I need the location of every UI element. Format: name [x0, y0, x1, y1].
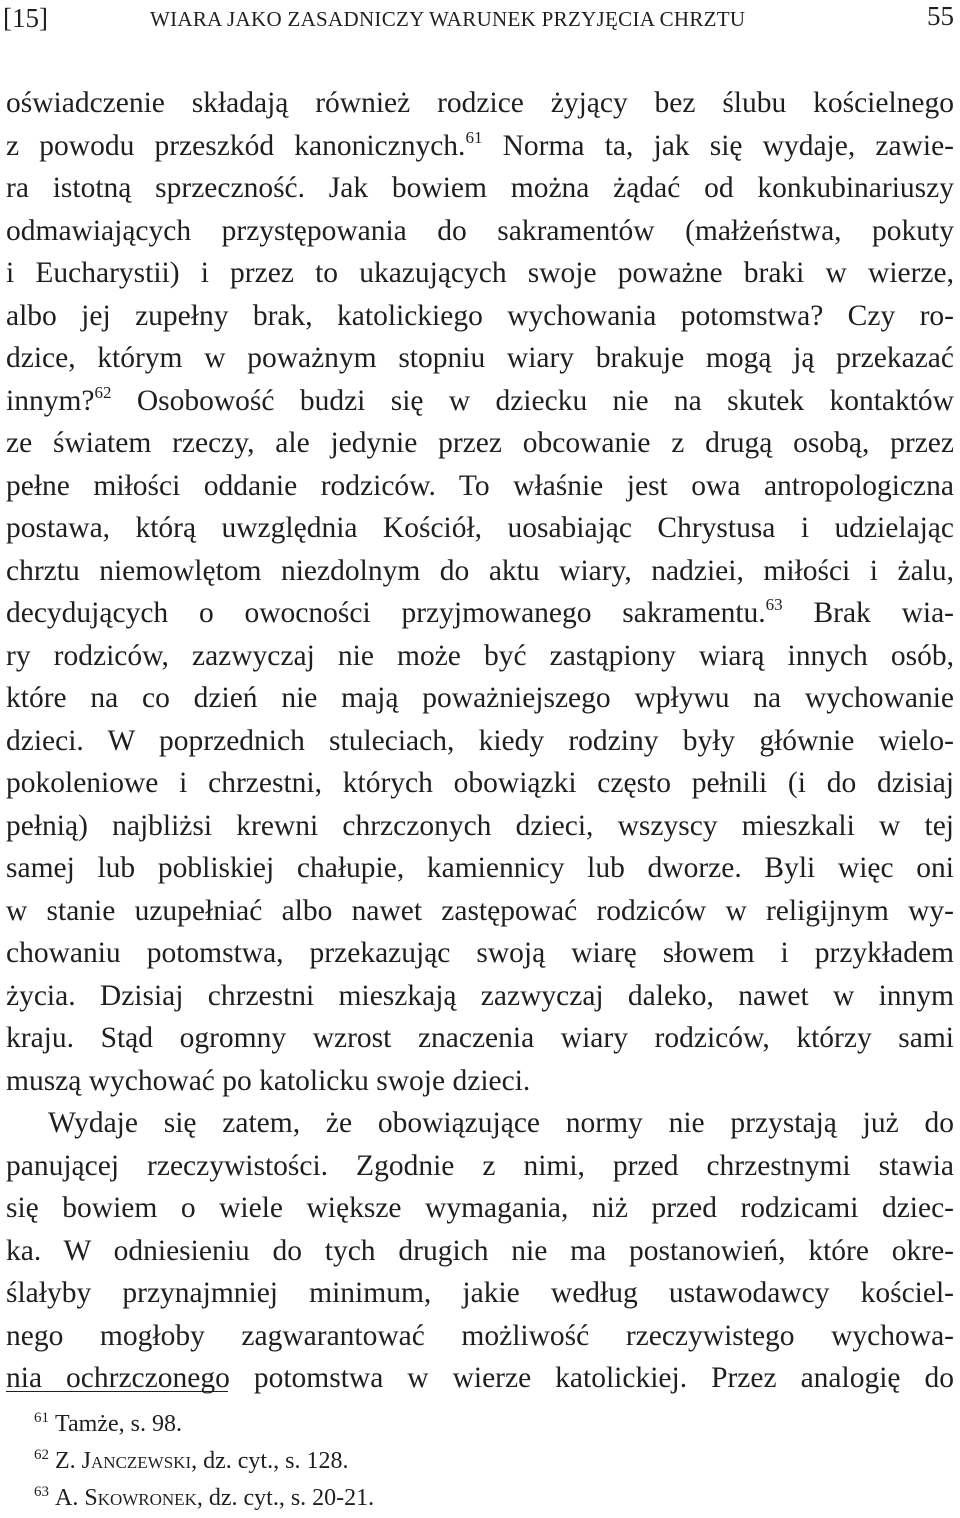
text-run: Brak wia-	[782, 597, 955, 629]
text-line	[6, 847, 954, 890]
text-line	[6, 975, 954, 1018]
text-run: chowaniu potomstwa, przekazując swoją wiarę słowem i przykładem	[6, 937, 954, 969]
footnote-reference[interactable]: 63	[765, 595, 783, 614]
text-run: ry rodziców, zazwyczaj nie może być zastąpiony wiarą innych osób,	[6, 639, 954, 672]
text-line	[6, 550, 954, 593]
text-run: muszą wychować po katolicku swoje dzieci.	[6, 1064, 531, 1097]
footnote-text: , dz. cyt., s. 128.	[191, 1448, 349, 1474]
text-line	[6, 82, 954, 125]
text-line	[6, 1230, 954, 1273]
text-run: Osobowość budzi się w dziecku nie na skutek kontaktów	[111, 384, 954, 417]
text-line	[6, 932, 954, 975]
running-header	[0, 0, 960, 36]
text-run: oświadczenie składają również rodzice żyjący bez ślubu kościelnego	[6, 87, 954, 119]
text-line	[6, 890, 954, 933]
text-line	[6, 635, 954, 678]
text-run: się bowiem o wiele większe wymagania, niż przed rodzicami dziec-	[6, 1192, 954, 1224]
text-run: samej lub pobliskiej chałupie, kamiennicy lub dworze. Byli więc oni	[6, 852, 954, 884]
text-line	[6, 1145, 954, 1188]
text-run: Wydaje się zatem, że obowiązujące normy nie przystają już do	[48, 1107, 954, 1139]
text-run: pokoleniowe i chrzestni, których obowiązki często pełnili (i do dzisiaj	[6, 767, 954, 799]
author-name: Skowronek	[84, 1485, 197, 1511]
text-line	[6, 465, 954, 508]
section-number: [15]	[3, 3, 48, 33]
text-line	[6, 295, 954, 338]
text-run: nia ochrzczonego potomstwa w wierze katolickiej. Przez analogię do	[6, 1362, 954, 1394]
text-run: dzice, którym w poważnym stopniu wiary brakuje mogą ją przekazać	[6, 342, 954, 374]
text-run: ze światem rzeczy, ale jedynie przez obcowanie z drugą osobą, przez	[6, 427, 954, 459]
text-run: innym?	[6, 384, 95, 417]
text-line	[6, 1060, 954, 1103]
footnote	[34, 1444, 374, 1481]
footnote-text: , dz. cyt., s. 20-21.	[196, 1485, 375, 1511]
text-line	[6, 1187, 954, 1230]
footnote	[34, 1407, 374, 1444]
body-text	[6, 82, 954, 1400]
text-line	[6, 677, 954, 720]
text-run: pełnią) najbliżsi krewni chrzczonych dzieci, wszyscy mieszkali w tej	[6, 809, 954, 842]
text-line	[6, 422, 954, 465]
text-run: ka. W odniesieniu do tych drugich nie ma postanowień, które okre-	[6, 1234, 954, 1267]
text-line	[6, 762, 954, 805]
text-run: odmawiających przystępowania do sakramentów (małżeństwa, pokuty	[6, 214, 954, 247]
text-run: i Eucharystii) i przez to ukazujących swoje poważne braki w wierze,	[6, 257, 954, 289]
footnote-number: 61	[34, 1410, 49, 1426]
footnote-separator	[6, 1391, 228, 1392]
text-line	[6, 167, 954, 210]
text-run: albo jej zupełny brak, katolickiego wychowania potomstwa? Czy ro-	[6, 299, 954, 332]
text-run: w stanie uzupełniać albo nawet zastępować rodziców w religijnym wy-	[6, 894, 954, 927]
text-line	[6, 507, 954, 550]
footnote-text: Tamże, s. 98.	[55, 1411, 182, 1437]
text-run: decydujących o owocności przyjmowanego sakramentu.	[6, 597, 766, 629]
text-run: kraju. Stąd ogromny wzrost znaczenia wiary rodziców, którzy sami	[6, 1022, 954, 1054]
footnote-reference[interactable]: 62	[94, 382, 112, 402]
text-line	[6, 1272, 954, 1315]
footnote	[34, 1481, 374, 1518]
running-title: WIARA JAKO ZASADNICZY WARUNEK PRZYJĘCIA CHRZTU	[150, 7, 746, 31]
text-line	[6, 1315, 954, 1358]
text-line	[6, 720, 954, 763]
text-run: ślałyby przynajmniej minimum, jakie według ustawodawcy kościel-	[6, 1277, 954, 1309]
text-run: nego mogłoby zagwarantować możliwość rzeczywistego wychowa-	[6, 1319, 954, 1352]
text-run: z powodu przeszkód kanonicznych.	[6, 129, 466, 162]
text-run: postawa, którą uwzględnia Kościół, uosabiając Chrystusa i udzielając	[6, 512, 954, 544]
footnote-number: 63	[34, 1484, 49, 1500]
text-run: które na co dzień nie mają poważniejszego wpływu na wychowanie	[6, 682, 954, 714]
text-line	[6, 252, 954, 295]
footnote-number: 62	[34, 1447, 49, 1463]
footnotes	[34, 1407, 374, 1518]
text-line	[6, 1102, 954, 1145]
text-run: dzieci. W poprzednich stuleciach, kiedy rodziny były głównie wielo-	[6, 724, 954, 757]
footnote-text: A.	[55, 1485, 85, 1511]
text-run: życia. Dzisiaj chrzestni mieszkają zazwyczaj daleko, nawet w innym	[6, 979, 954, 1012]
author-name: Janczewski	[81, 1448, 192, 1474]
text-line	[6, 210, 954, 253]
footnote-text: Z.	[55, 1448, 82, 1474]
text-run: panującej rzeczywistości. Zgodnie z nimi, przed chrzestnymi stawia	[6, 1149, 954, 1182]
text-line	[6, 337, 954, 380]
text-run: Norma ta, jak się wydaje, zawie-	[482, 129, 954, 162]
text-run: chrztu niemowlętom niezdolnym do aktu wiary, nadziei, miłości i żalu,	[6, 554, 954, 587]
text-line	[6, 380, 954, 423]
page-number: 55	[927, 1, 954, 31]
footnote-reference[interactable]: 61	[465, 127, 483, 147]
text-line	[6, 1357, 954, 1400]
text-line	[6, 1017, 954, 1060]
text-run: ra istotną sprzeczność. Jak bowiem można żądać od konkubinariuszy	[6, 172, 954, 204]
text-line	[6, 592, 954, 635]
text-line	[6, 805, 954, 848]
text-run: pełne miłości oddanie rodziców. To właśnie jest owa antropologiczna	[6, 469, 954, 502]
text-line	[6, 125, 954, 168]
